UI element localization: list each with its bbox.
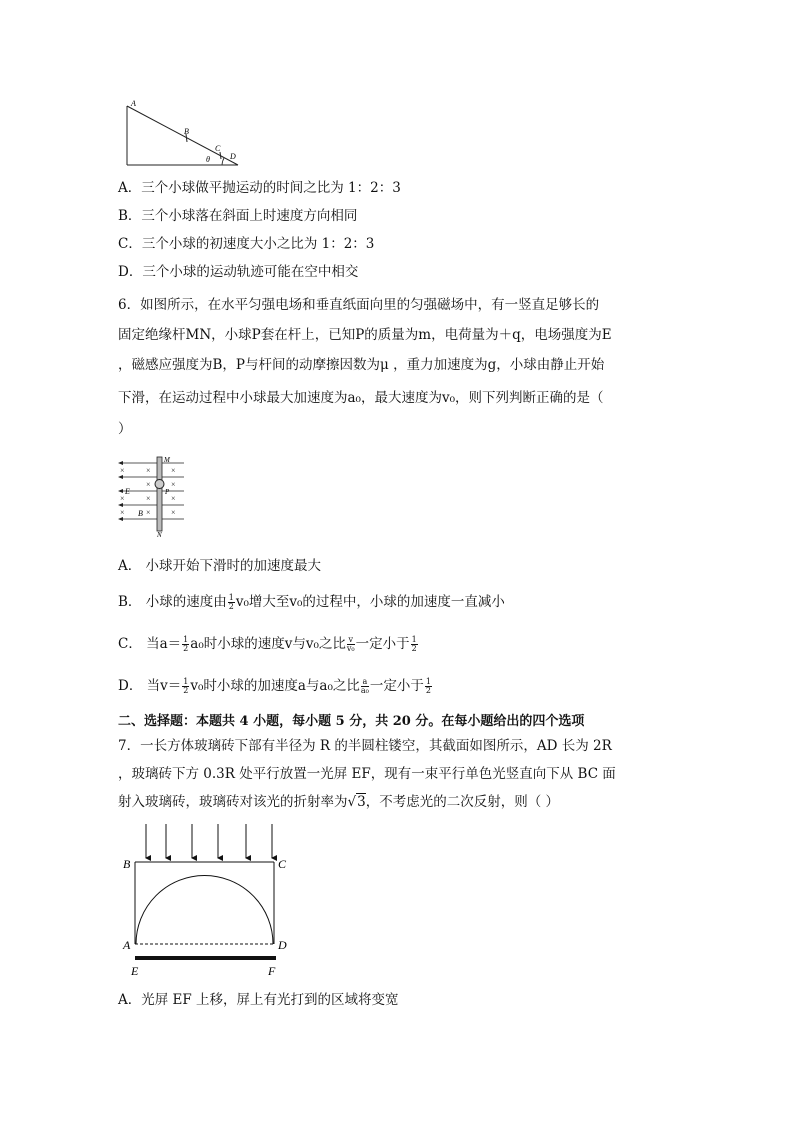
q6-option-d-post: 一定小于 xyxy=(369,678,424,694)
fig-label-b: B xyxy=(138,509,143,518)
fig-label-e: E xyxy=(125,487,130,496)
q7-stem-line-3-pre: 射入玻璃砖，玻璃砖对该光的折射率为 xyxy=(118,794,348,810)
fig-label-p: P xyxy=(165,488,170,496)
fraction-denominator: 2 xyxy=(228,602,234,611)
q6-stem-line-5: ） xyxy=(118,421,132,437)
q6-stem-line-4: 下滑，在运动过程中小球最大加速度为a₀，最大速度为v₀，则下列判断正确的是（ xyxy=(118,390,604,406)
b-field-cross: × xyxy=(120,508,125,517)
q5-option-b: B．三个小球落在斜面上时速度方向相同 xyxy=(118,208,358,224)
fig-label-e: E xyxy=(131,964,139,978)
b-field-cross: × xyxy=(146,480,151,489)
q6-option-b-pre: B． 小球的速度由 xyxy=(118,594,227,610)
fraction-denominator: 2 xyxy=(183,644,189,653)
field-arrow-2 xyxy=(118,475,123,479)
q7-option-a: A．光屏 EF 上移，屏上有光打到的区域将变宽 xyxy=(118,992,399,1008)
fraction-a-over-a0 xyxy=(361,678,369,695)
field-rod-figure xyxy=(116,454,190,538)
b-field-cross: × xyxy=(146,466,151,475)
fraction-numerator: a xyxy=(362,677,368,686)
fraction-denominator: 2 xyxy=(425,686,431,695)
q5-option-d: D．三个小球的运动轨迹可能在空中相交 xyxy=(118,264,359,280)
fraction-numerator: v xyxy=(348,635,354,644)
fig-label-n: N xyxy=(157,531,162,538)
fraction-numerator: 1 xyxy=(183,677,189,686)
fraction-v-over-v0 xyxy=(347,636,355,653)
insulating-rod xyxy=(157,457,162,531)
fig-label-m: M xyxy=(164,456,170,464)
fig-label-a: A xyxy=(131,99,136,108)
field-arrow-4 xyxy=(118,503,123,507)
q6-stem-line-1: 6．如图所示，在水平匀强电场和垂直纸面向里的匀强磁场中，有一竖直足够长的 xyxy=(118,297,600,313)
fraction-numerator: 1 xyxy=(228,593,234,602)
b-field-cross: × xyxy=(171,466,176,475)
q7-stem-line-2: ，玻璃砖下方 0.3R 处平行放置一光屏 EF，现有一束平行单色光竖直向下从 BC 面 xyxy=(118,766,616,782)
q6-option-b xyxy=(118,593,505,611)
fig-label-d: D xyxy=(230,152,236,161)
fraction-denominator: 2 xyxy=(183,686,189,695)
q5-option-c: C．三个小球的初速度大小之比为 1：2：3 xyxy=(118,236,375,252)
glass-brick-figure xyxy=(118,820,298,980)
b-field-cross: × xyxy=(171,494,176,503)
fig-label-c: C xyxy=(278,857,287,871)
b-field-cross: × xyxy=(146,508,151,517)
section-2-heading: 二、选择题：本题共 4 小题，每小题 5 分，共 20 分。在每小题给出的四个选项 xyxy=(118,714,585,729)
fig-label-d: D xyxy=(278,938,287,952)
fraction-half xyxy=(182,678,189,695)
b-field-cross: × xyxy=(146,494,151,503)
q6-option-b-post: v₀增大至v₀的过程中，小球的加速度一直减小 xyxy=(235,594,505,610)
incline-slope xyxy=(127,106,238,165)
incline-figure xyxy=(118,96,248,170)
field-arrow-1 xyxy=(118,461,123,465)
q6-option-d xyxy=(118,677,433,695)
light-screen-ef xyxy=(135,956,276,960)
b-field-cross: × xyxy=(171,480,176,489)
fig-label-b: B xyxy=(184,127,189,136)
point-c-marker xyxy=(220,152,221,159)
fig-label-a: A xyxy=(123,938,131,952)
q7-stem-line-3: 射入玻璃砖，玻璃砖对该光的折射率为√3，不考虑光的二次反射，则（ ） xyxy=(118,794,559,810)
b-field-cross: × xyxy=(171,508,176,517)
b-field-cross: × xyxy=(120,466,125,475)
fraction-numerator: 1 xyxy=(425,677,431,686)
theta-angle-arc xyxy=(222,158,224,165)
field-arrow-5 xyxy=(118,517,123,521)
q6-option-c-pre: C． 当a＝ xyxy=(118,636,182,652)
field-arrow-3 xyxy=(118,489,123,493)
fraction-half xyxy=(425,678,432,695)
sqrt-radicand: 3 xyxy=(357,794,366,810)
fraction-half xyxy=(411,636,418,653)
q6-option-c xyxy=(118,635,419,653)
semicircle-cavity xyxy=(136,876,273,945)
fig-label-f: F xyxy=(268,964,276,978)
q6-option-d-mid: v₀时小球的加速度a与a₀之比 xyxy=(190,678,360,694)
q6-option-c-mid: a₀时小球的速度v与v₀之比 xyxy=(190,636,346,652)
fig-label-theta: θ xyxy=(206,155,210,164)
fraction-half xyxy=(182,636,189,653)
q6-option-a: A． 小球开始下滑时的加速度最大 xyxy=(118,558,322,574)
b-field-cross: × xyxy=(120,494,125,503)
q6-stem-line-2: 固定绝缘杆MN，小球P套在杆上，已知P的质量为m，电荷量为＋q，电场强度为E xyxy=(118,327,612,343)
fig-label-b: B xyxy=(123,857,131,871)
q5-option-a: A．三个小球做平抛运动的时间之比为 1：2：3 xyxy=(118,180,401,196)
q7-stem-line-1: 7．一长方体玻璃砖下部有半径为 R 的半圆柱镂空，其截面如图所示，AD 长为 2R xyxy=(118,738,612,754)
q7-stem-line-3-post: ，不考虑光的二次反射，则（ ） xyxy=(365,794,559,810)
ball-p xyxy=(155,480,164,489)
fig-label-c: C xyxy=(215,144,221,153)
fraction-denominator: v₀ xyxy=(346,644,355,653)
fraction-numerator: 1 xyxy=(183,635,189,644)
fraction-half xyxy=(228,594,235,611)
q6-option-c-post: 一定小于 xyxy=(355,636,410,652)
q6-stem-line-3: ，磁感应强度为B，P与杆间的动摩擦因数为μ ，重力加速度为g，小球由静止开始 xyxy=(118,357,605,373)
q6-option-d-pre: D． 当v＝ xyxy=(118,678,182,694)
fraction-numerator: 1 xyxy=(411,635,417,644)
fraction-denominator: 2 xyxy=(411,644,417,653)
fraction-denominator: a₀ xyxy=(360,686,369,695)
